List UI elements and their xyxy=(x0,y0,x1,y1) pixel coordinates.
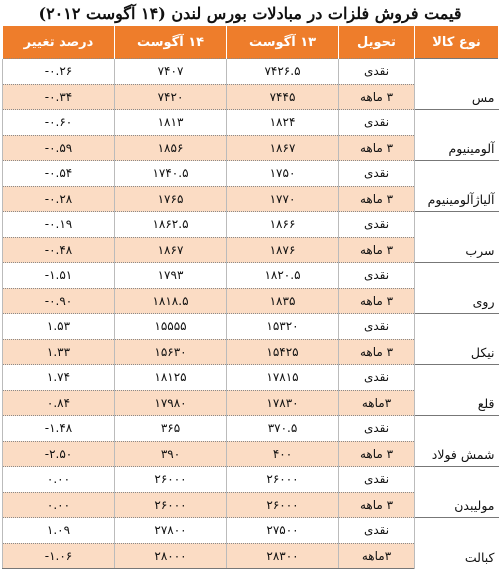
delivery-cell: نقدی xyxy=(339,365,415,391)
change-percent-cell: ۱.۰۹ xyxy=(3,518,115,544)
delivery-cell: ۳ ماهه xyxy=(339,135,415,161)
header-aug14: ۱۴ آگوست xyxy=(115,26,227,59)
table-row xyxy=(3,467,499,493)
change-percent-cell: -۰.۹۰ xyxy=(3,288,115,314)
price-aug14-cell: ۷۴۲۰ xyxy=(115,84,227,110)
price-aug14-cell: ۱۷۹۳ xyxy=(115,263,227,289)
price-aug13-cell: ۱۸۳۵ xyxy=(227,288,339,314)
delivery-cell: نقدی xyxy=(339,314,415,340)
price-aug14-cell: ۳۹۰ xyxy=(115,441,227,467)
delivery-cell: نقدی xyxy=(339,467,415,493)
price-aug13-cell: ۱۸۲۰.۵ xyxy=(227,263,339,289)
table-row xyxy=(3,212,499,238)
delivery-cell: ۳ماهه xyxy=(339,543,415,569)
table-row xyxy=(3,161,499,187)
delivery-cell: نقدی xyxy=(339,161,415,187)
header-aug13: ۱۳ آگوست xyxy=(227,26,339,59)
change-percent-cell: -۲.۵۰ xyxy=(3,441,115,467)
price-aug13-cell: ۳۷۰.۵ xyxy=(227,416,339,442)
table-row xyxy=(3,365,499,391)
commodity-name: آلیاژآلومینیوم xyxy=(415,161,499,212)
price-aug13-cell: ۲۸۳۰۰ xyxy=(227,543,339,569)
change-percent-cell: ۰.۰۰ xyxy=(3,467,115,493)
table-row xyxy=(3,263,499,289)
price-aug13-cell: ۱۸۲۴ xyxy=(227,110,339,136)
header-delivery: تحویل xyxy=(339,26,415,59)
change-percent-cell: -۰.۲۶ xyxy=(3,59,115,85)
price-aug13-cell: ۱۸۶۷ xyxy=(227,135,339,161)
price-aug13-cell: ۷۴۴۵ xyxy=(227,84,339,110)
price-aug13-cell: ۱۷۵۰ xyxy=(227,161,339,187)
table-header xyxy=(3,26,499,59)
table-row xyxy=(3,314,499,340)
commodity-name: شمش فولاد xyxy=(415,416,499,467)
price-aug13-cell: ۷۴۲۶.۵ xyxy=(227,59,339,85)
commodity-name: آلومینیوم xyxy=(415,110,499,161)
price-aug14-cell: ۷۴۰۷ xyxy=(115,59,227,85)
commodity-name: مس xyxy=(415,59,499,110)
delivery-cell: ۳ ماهه xyxy=(339,84,415,110)
change-percent-cell: ۰.۰۰ xyxy=(3,492,115,518)
price-aug13-cell: ۱۵۳۲۰ xyxy=(227,314,339,340)
change-percent-cell: ۰.۸۴ xyxy=(3,390,115,416)
commodity-name: سرب xyxy=(415,212,499,263)
price-aug14-cell: ۱۵۵۵۵ xyxy=(115,314,227,340)
change-percent-cell: -۰.۵۴ xyxy=(3,161,115,187)
price-aug14-cell: ۳۶۵ xyxy=(115,416,227,442)
price-aug14-cell: ۱۸۱۲۵ xyxy=(115,365,227,391)
delivery-cell: نقدی xyxy=(339,110,415,136)
table-row xyxy=(3,59,499,85)
delivery-cell: نقدی xyxy=(339,416,415,442)
delivery-cell: ۳ ماهه xyxy=(339,288,415,314)
table-row xyxy=(3,110,499,136)
commodity-name: مولیبدن xyxy=(415,467,499,518)
price-aug13-cell: ۲۷۵۰۰ xyxy=(227,518,339,544)
delivery-cell: ۳ ماهه xyxy=(339,441,415,467)
price-aug13-cell: ۴۰۰ xyxy=(227,441,339,467)
price-aug13-cell: ۲۶۰۰۰ xyxy=(227,467,339,493)
metal-prices-table xyxy=(2,26,499,569)
commodity-name: روی xyxy=(415,263,499,314)
price-aug14-cell: ۲۸۰۰۰ xyxy=(115,543,227,569)
price-aug14-cell: ۲۶۰۰۰ xyxy=(115,467,227,493)
price-aug14-cell: ۱۸۶۷ xyxy=(115,237,227,263)
table-title: قیمت فروش فلزات در مبادلات بورس لندن (۱۴ آگوست ۲۰۱۲) xyxy=(38,3,462,23)
price-aug13-cell: ۱۸۷۶ xyxy=(227,237,339,263)
change-percent-cell: -۱.۰۶ xyxy=(3,543,115,569)
header-commodity: نوع کالا xyxy=(415,26,499,59)
delivery-cell: ۳ ماهه xyxy=(339,237,415,263)
price-aug14-cell: ۱۷۶۵ xyxy=(115,186,227,212)
commodity-name: قلع xyxy=(415,365,499,416)
price-aug13-cell: ۱۵۴۲۵ xyxy=(227,339,339,365)
commodity-name: نیکل xyxy=(415,314,499,365)
delivery-cell: نقدی xyxy=(339,59,415,85)
price-aug14-cell: ۱۸۱۳ xyxy=(115,110,227,136)
change-percent-cell: ۱.۳۳ xyxy=(3,339,115,365)
price-aug14-cell: ۱۷۹۸۰ xyxy=(115,390,227,416)
change-percent-cell: -۰.۲۸ xyxy=(3,186,115,212)
price-aug14-cell: ۱۸۵۶ xyxy=(115,135,227,161)
price-aug14-cell: ۲۷۸۰۰ xyxy=(115,518,227,544)
price-aug13-cell: ۱۸۶۶ xyxy=(227,212,339,238)
change-percent-cell: -۰.۶۰ xyxy=(3,110,115,136)
delivery-cell: نقدی xyxy=(339,263,415,289)
price-aug14-cell: ۱۸۱۸.۵ xyxy=(115,288,227,314)
change-percent-cell: ۱.۵۳ xyxy=(3,314,115,340)
price-aug13-cell: ۱۷۸۱۵ xyxy=(227,365,339,391)
commodity-name: کبالت xyxy=(415,518,499,569)
change-percent-cell: -۱.۴۸ xyxy=(3,416,115,442)
delivery-cell: ۳ ماهه xyxy=(339,339,415,365)
change-percent-cell: -۰.۳۴ xyxy=(3,84,115,110)
price-aug14-cell: ۱۷۴۰.۵ xyxy=(115,161,227,187)
delivery-cell: ۳ ماهه xyxy=(339,492,415,518)
table-row xyxy=(3,518,499,544)
delivery-cell: نقدی xyxy=(339,518,415,544)
header-change: درصد تغییر xyxy=(3,26,115,59)
change-percent-cell: -۰.۱۹ xyxy=(3,212,115,238)
change-percent-cell: ۱.۷۴ xyxy=(3,365,115,391)
price-aug13-cell: ۱۷۸۳۰ xyxy=(227,390,339,416)
price-aug14-cell: ۱۵۶۳۰ xyxy=(115,339,227,365)
change-percent-cell: -۰.۵۹ xyxy=(3,135,115,161)
price-aug14-cell: ۲۶۰۰۰ xyxy=(115,492,227,518)
change-percent-cell: -۱.۵۱ xyxy=(3,263,115,289)
price-aug13-cell: ۲۶۰۰۰ xyxy=(227,492,339,518)
delivery-cell: ۳ماهه xyxy=(339,390,415,416)
delivery-cell: ۳ ماهه xyxy=(339,186,415,212)
price-aug14-cell: ۱۸۶۲.۵ xyxy=(115,212,227,238)
change-percent-cell: -۰.۴۸ xyxy=(3,237,115,263)
table-row xyxy=(3,416,499,442)
delivery-cell: نقدی xyxy=(339,212,415,238)
price-aug13-cell: ۱۷۷۰ xyxy=(227,186,339,212)
table-body xyxy=(3,59,499,569)
